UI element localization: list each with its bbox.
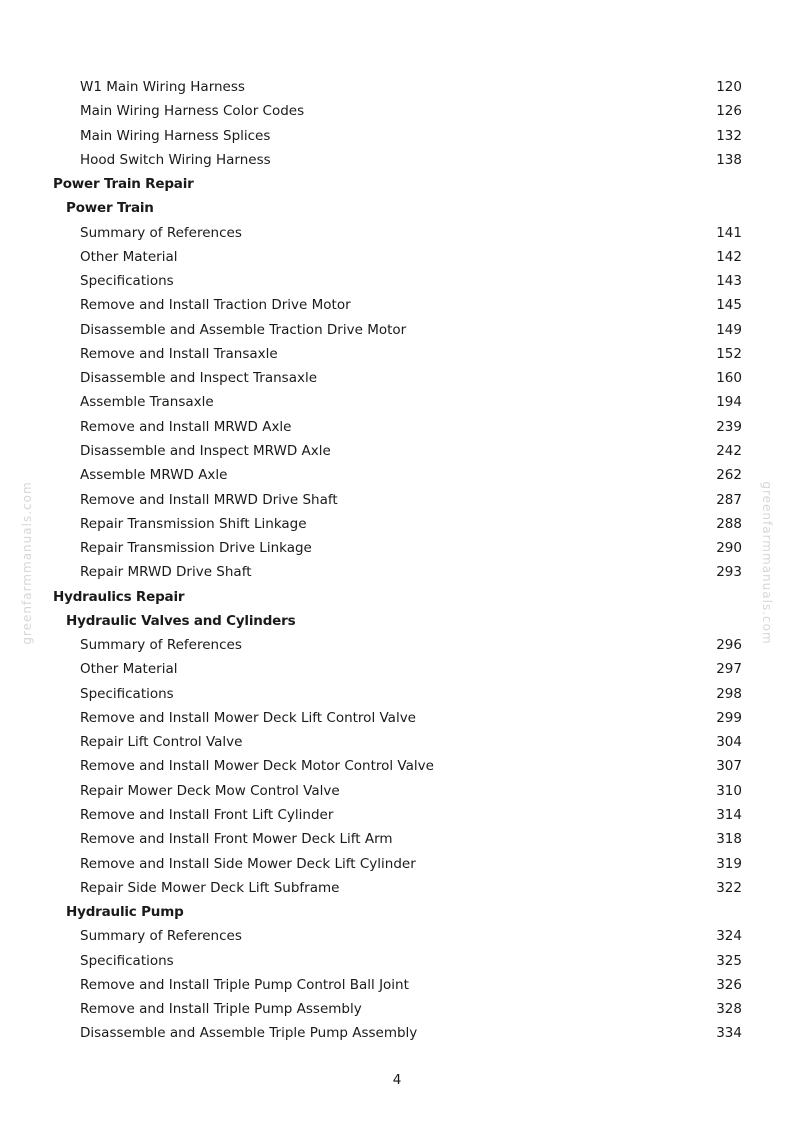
toc-entry-title: Specifications <box>80 685 174 702</box>
toc-entry-page: 299 <box>716 709 742 726</box>
toc-entry-title: Remove and Install Mower Deck Motor Control Valve <box>80 758 434 775</box>
toc-entry[interactable] <box>0 245 794 269</box>
toc-entry-title: Remove and Install Triple Pump Assembly <box>80 1001 362 1018</box>
page-number: 4 <box>392 1072 402 1088</box>
toc-entry-page: 296 <box>716 637 742 654</box>
toc-entry-title: Summary of References <box>80 928 242 945</box>
toc-entry-page: 293 <box>716 564 742 581</box>
toc-entry-title: Remove and Install Mower Deck Lift Control Valve <box>80 709 416 726</box>
toc-entry[interactable] <box>0 488 794 512</box>
toc-entry-title: Remove and Install Front Mower Deck Lift Arm <box>80 831 393 848</box>
toc-entry-page: 310 <box>716 782 742 799</box>
toc-entry[interactable] <box>0 973 794 997</box>
toc-entry[interactable] <box>0 706 794 730</box>
toc-entry-title: Summary of References <box>80 224 242 241</box>
toc-entry-page: 326 <box>716 976 742 993</box>
toc-entry-title: Other Material <box>80 248 178 265</box>
watermark-left: greenfarmmanuals.com <box>20 481 34 645</box>
toc-entry[interactable] <box>0 293 794 317</box>
toc-entry[interactable] <box>0 1021 794 1045</box>
toc-entry[interactable] <box>0 730 794 754</box>
toc-entry-title: Main Wiring Harness Splices <box>80 127 271 144</box>
toc-entry-title: Assemble MRWD Axle <box>80 467 228 484</box>
toc-entry-title: Repair Transmission Drive Linkage <box>80 540 312 557</box>
toc-entry[interactable] <box>0 342 794 366</box>
toc-entry[interactable] <box>0 75 794 99</box>
toc-entry[interactable] <box>0 779 794 803</box>
toc-entry-title: Remove and Install MRWD Drive Shaft <box>80 491 338 508</box>
toc-entry-page: 288 <box>716 515 742 532</box>
toc-entry-page: 194 <box>716 394 742 411</box>
toc-entry[interactable] <box>0 876 794 900</box>
toc-entry-title: Disassemble and Assemble Triple Pump Assembly <box>80 1025 418 1042</box>
toc-entry-page: 242 <box>716 442 742 459</box>
toc-entry-title: Repair MRWD Drive Shaft <box>80 564 252 581</box>
toc-entry-page: 138 <box>716 151 742 168</box>
toc-entry-page: 142 <box>716 248 742 265</box>
toc-entry-title: Hydraulic Valves and Cylinders <box>66 612 296 629</box>
toc-entry[interactable] <box>0 560 794 584</box>
toc-entry-page: 287 <box>716 491 742 508</box>
toc-entry[interactable] <box>0 657 794 681</box>
watermark-right: greenfarmmanuals.com <box>760 481 774 645</box>
toc-entry-page: 325 <box>716 952 742 969</box>
toc-entry-title: Repair Mower Deck Mow Control Valve <box>80 782 340 799</box>
toc-entry-title: Remove and Install Triple Pump Control Ball Joint <box>80 976 409 993</box>
toc-entry-page: 322 <box>716 879 742 896</box>
toc-entry[interactable] <box>0 997 794 1021</box>
toc-subsection-heading <box>0 609 794 633</box>
toc-entry-page: 152 <box>716 345 742 362</box>
toc-entry-page: 141 <box>716 224 742 241</box>
toc-entry-title: Remove and Install Front Lift Cylinder <box>80 806 334 823</box>
toc-entry[interactable] <box>0 827 794 851</box>
toc-entry-title: Repair Side Mower Deck Lift Subframe <box>80 879 340 896</box>
toc-entry-page: 143 <box>716 273 742 290</box>
toc-entry-page: 324 <box>716 928 742 945</box>
toc-entry[interactable] <box>0 536 794 560</box>
toc-entry-page: 318 <box>716 831 742 848</box>
toc-entry-title: Hood Switch Wiring Harness <box>80 151 271 168</box>
toc-entry[interactable] <box>0 924 794 948</box>
toc-entry[interactable] <box>0 390 794 414</box>
toc-subsection-heading <box>0 900 794 924</box>
toc-entry-page: 262 <box>716 467 742 484</box>
toc-entry-page: 149 <box>716 321 742 338</box>
toc-entry-title: Repair Lift Control Valve <box>80 734 243 751</box>
toc-entry[interactable] <box>0 439 794 463</box>
toc-entry-page: 160 <box>716 370 742 387</box>
toc-entry-title: Repair Transmission Shift Linkage <box>80 515 307 532</box>
toc-entry[interactable] <box>0 682 794 706</box>
toc-entry-page: 239 <box>716 418 742 435</box>
toc-entry[interactable] <box>0 221 794 245</box>
toc-entry-page: 132 <box>716 127 742 144</box>
toc-entry-title: Hydraulic Pump <box>66 904 184 921</box>
toc-entry-page: 290 <box>716 540 742 557</box>
toc-entry[interactable] <box>0 366 794 390</box>
toc-entry-page: 328 <box>716 1001 742 1018</box>
toc-entry-page: 297 <box>716 661 742 678</box>
toc-entry-title: Remove and Install Transaxle <box>80 345 278 362</box>
toc-entry-title: Remove and Install Traction Drive Motor <box>80 297 351 314</box>
table-of-contents <box>0 75 794 1046</box>
toc-entry-title: Assemble Transaxle <box>80 394 214 411</box>
toc-entry[interactable] <box>0 148 794 172</box>
toc-entry-title: Disassemble and Inspect Transaxle <box>80 370 318 387</box>
toc-entry-title: Specifications <box>80 952 174 969</box>
toc-entry-title: Specifications <box>80 273 174 290</box>
toc-entry-title: Power Train Repair <box>53 176 194 193</box>
toc-section-heading <box>0 172 794 196</box>
toc-entry-title: Main Wiring Harness Color Codes <box>80 103 305 120</box>
toc-entry-page: 298 <box>716 685 742 702</box>
toc-entry-title: Remove and Install Side Mower Deck Lift Cylinder <box>80 855 416 872</box>
toc-entry[interactable] <box>0 99 794 123</box>
toc-entry-page: 304 <box>716 734 742 751</box>
toc-entry[interactable] <box>0 124 794 148</box>
toc-entry[interactable] <box>0 754 794 778</box>
toc-entry-page: 126 <box>716 103 742 120</box>
toc-entry-title: Other Material <box>80 661 178 678</box>
toc-entry[interactable] <box>0 852 794 876</box>
toc-entry-title: Summary of References <box>80 637 242 654</box>
toc-entry-title: W1 Main Wiring Harness <box>80 79 245 95</box>
toc-entry-page: 120 <box>716 79 742 95</box>
toc-entry-page: 334 <box>716 1025 742 1042</box>
toc-entry-title: Remove and Install MRWD Axle <box>80 418 292 435</box>
toc-entry-title: Disassemble and Inspect MRWD Axle <box>80 442 331 459</box>
toc-entry-page: 145 <box>716 297 742 314</box>
toc-entry-page: 307 <box>716 758 742 775</box>
toc-entry-page: 319 <box>716 855 742 872</box>
toc-entry[interactable] <box>0 949 794 973</box>
toc-entry[interactable] <box>0 803 794 827</box>
toc-entry-title: Power Train <box>66 200 154 217</box>
toc-entry-title: Disassemble and Assemble Traction Drive Motor <box>80 321 407 338</box>
toc-entry[interactable] <box>0 512 794 536</box>
toc-section-heading <box>0 585 794 609</box>
toc-entry-page: 314 <box>716 806 742 823</box>
toc-entry[interactable] <box>0 269 794 293</box>
toc-entry[interactable] <box>0 463 794 487</box>
toc-subsection-heading <box>0 196 794 220</box>
toc-entry[interactable] <box>0 633 794 657</box>
toc-entry[interactable] <box>0 415 794 439</box>
toc-entry-title: Hydraulics Repair <box>53 588 185 605</box>
toc-entry[interactable] <box>0 318 794 342</box>
